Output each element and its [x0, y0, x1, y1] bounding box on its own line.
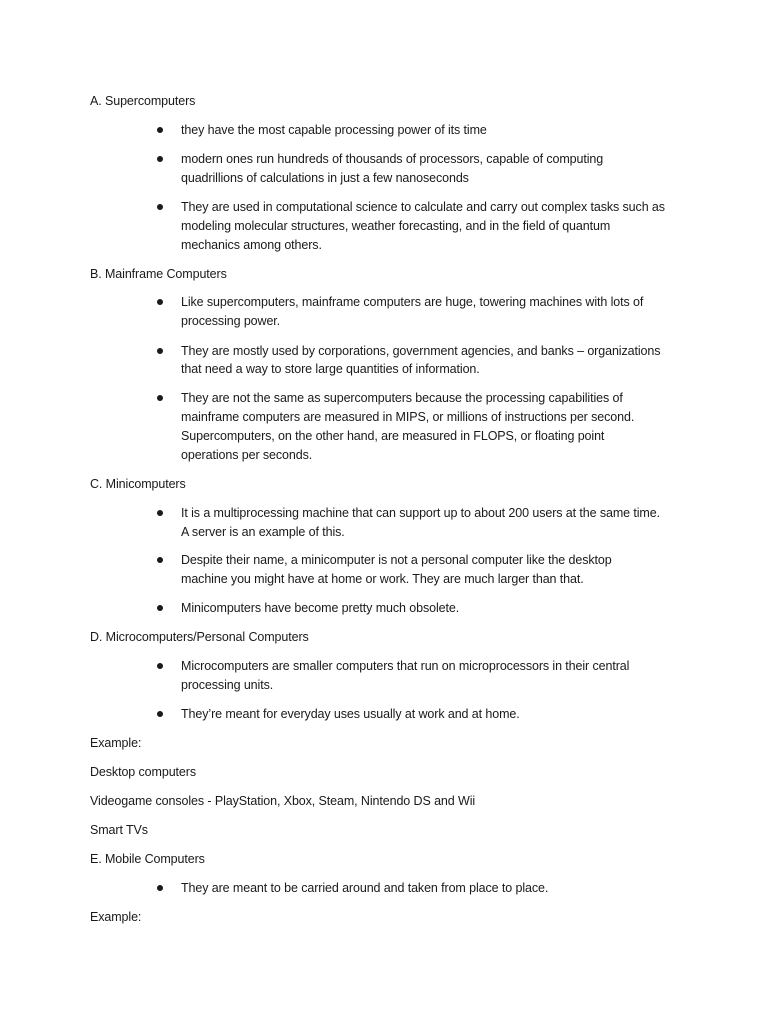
bullet-text: They’re meant for everyday uses usually at work and at home.: [181, 707, 520, 721]
section-heading-c: C. Minicomputers: [90, 477, 186, 491]
bullet-text: processing units.: [181, 678, 274, 692]
bullet-icon: [157, 510, 163, 516]
bullet-text: They are mostly used by corporations, government agencies, and banks – organizations: [181, 344, 661, 358]
bullet-text: Supercomputers, on the other hand, are measured in FLOPS, or floating point: [181, 429, 605, 443]
example-label: Example:: [90, 910, 142, 924]
bullet-text: mechanics among others.: [181, 238, 322, 252]
bullet-text: quadrillions of calculations in just a few nanoseconds: [181, 171, 469, 185]
bullet-icon: [157, 395, 163, 401]
bullet-text: Minicomputers have become pretty much obsolete.: [181, 601, 460, 615]
bullet-text: operations per seconds.: [181, 448, 313, 462]
bullet-text: processing power.: [181, 314, 281, 328]
bullet-text: mainframe computers are measured in MIPS, or millions of instructions per second.: [181, 410, 635, 424]
example-label: Example:: [90, 736, 142, 750]
bullet-text: modern ones run hundreds of thousands of processors, capable of computing: [181, 152, 604, 166]
bullet-icon: [157, 557, 163, 563]
bullet-text: Despite their name, a minicomputer is not a personal computer like the desktop: [181, 553, 612, 567]
bullet-text: Microcomputers are smaller computers that run on microprocessors in their central: [181, 659, 630, 673]
bullet-text: Like supercomputers, mainframe computers are huge, towering machines with lots of: [181, 295, 644, 309]
bullet-text: modeling molecular structures, weather forecasting, and in the field of quantum: [181, 219, 611, 233]
bullet-icon: [157, 663, 163, 669]
bullet-icon: [157, 299, 163, 305]
example-item: Smart TVs: [90, 823, 148, 837]
example-item: Desktop computers: [90, 765, 196, 779]
section-heading-a: A. Supercomputers: [90, 94, 196, 108]
bullet-text: They are used in computational science to calculate and carry out complex tasks such as: [181, 200, 665, 214]
bullet-text: that need a way to store large quantities of information.: [181, 362, 480, 376]
bullet-icon: [157, 204, 163, 210]
bullet-icon: [157, 711, 163, 717]
bullet-icon: [157, 605, 163, 611]
bullet-text: They are meant to be carried around and taken from place to place.: [181, 881, 549, 895]
bullet-icon: [157, 127, 163, 133]
section-heading-e: E. Mobile Computers: [90, 852, 205, 866]
bullet-text: machine you might have at home or work. They are much larger than that.: [181, 572, 584, 586]
bullet-text: They are not the same as supercomputers because the processing capabilities of: [181, 391, 623, 405]
bullet-text: It is a multiprocessing machine that can support up to about 200 users at the same time.: [181, 506, 660, 520]
bullet-icon: [157, 885, 163, 891]
section-heading-b: B. Mainframe Computers: [90, 267, 227, 281]
bullet-text: A server is an example of this.: [181, 525, 345, 539]
bullet-text: they have the most capable processing power of its time: [181, 123, 487, 137]
example-item: Videogame consoles - PlayStation, Xbox, Steam, Nintendo DS and Wii: [90, 794, 476, 808]
bullet-icon: [157, 156, 163, 162]
section-heading-d: D. Microcomputers/Personal Computers: [90, 630, 309, 644]
bullet-icon: [157, 348, 163, 354]
